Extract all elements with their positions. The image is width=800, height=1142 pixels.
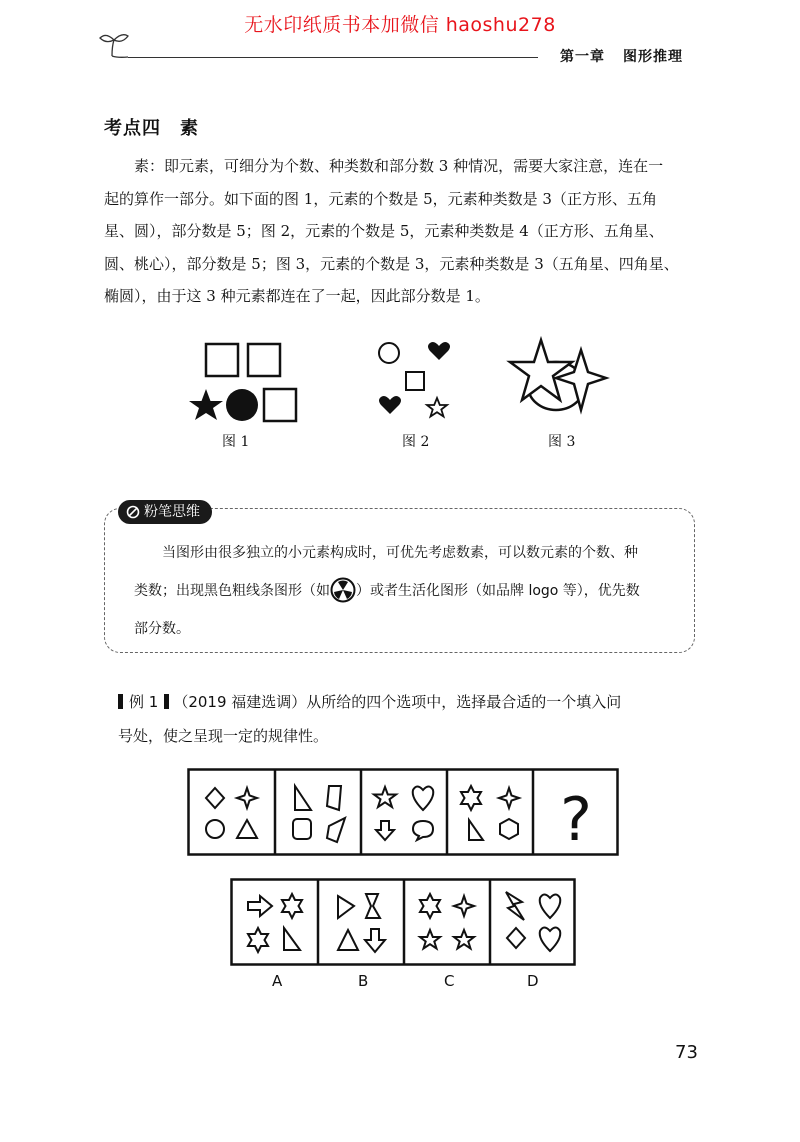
question-panel (187, 768, 619, 856)
label-bar-icon (118, 694, 123, 709)
no-sign-icon (126, 505, 140, 519)
option-c-shapes (420, 894, 474, 949)
question-cell-4 (461, 786, 519, 840)
example-question (118, 685, 698, 753)
tip-tag (118, 500, 212, 524)
tip-line: 部分数。 (134, 621, 190, 637)
watermark: 无水印纸质书本加微信 haoshu278 (244, 14, 556, 36)
option-b-shapes (338, 894, 385, 952)
label-bar-icon (164, 694, 169, 709)
option-label-b[interactable]: B (358, 972, 369, 990)
options-panel (230, 878, 576, 966)
body-line: 圆、桃心），部分数是 5；图 3，元素的个数是 3，元素种类数是 3（五角星、四角星、 (104, 254, 679, 273)
running-header (560, 46, 683, 66)
body-line: 起的算作一部分。如下面的图 1，元素的个数是 5，元素种类数是 3（正方形、五角 (104, 189, 657, 208)
option-label-a[interactable]: A (272, 972, 283, 990)
option-a-shapes (248, 894, 302, 952)
tip-line (134, 572, 679, 610)
sprout-icon (98, 30, 130, 60)
page-number: 73 (675, 1042, 698, 1063)
chapter-title: 图形推理 (623, 49, 683, 65)
trefoil-icon (330, 577, 356, 603)
example-line: 号处，使之呈现一定的规律性。 (118, 727, 329, 745)
figure-2-shapes (372, 338, 462, 424)
body-line: 椭圆），由于这 3 种元素都连在了一起，因此部分数是 1。 (104, 287, 490, 305)
figure-3-caption: 图 3 (548, 434, 576, 450)
option-d-shapes (506, 892, 560, 951)
body-line: 素：即元素，可细分为个数、种类数和部分数 3 种情况，需要大家注意，连在一 (134, 157, 664, 175)
tip-line-part: ）或者生活化图形（如品牌 logo 等），优先数 (356, 583, 640, 599)
question-mark: ? (560, 785, 592, 855)
header-rule (128, 57, 538, 58)
tip-line-part: 类数；出现黑色粗线条图形（如 (134, 583, 330, 599)
example-label: 例 1 (129, 693, 159, 711)
section-title: 考点四 素 (104, 118, 199, 139)
tip-text (134, 534, 679, 648)
option-label-d[interactable]: D (527, 972, 539, 990)
chapter-number: 第一章 (560, 49, 605, 65)
question-cell-3 (374, 787, 433, 841)
body-paragraph (104, 150, 704, 313)
question-cell-1 (206, 788, 257, 838)
example-line: （2019 福建选调）从所给的四个选项中，选择最合适的一个填入问 (173, 693, 622, 711)
figure-1-caption: 图 1 (222, 434, 250, 450)
figure-3-shapes (506, 336, 610, 420)
figure-1-shapes (186, 340, 304, 426)
figure-2-caption: 图 2 (402, 434, 430, 450)
tip-line: 当图形由很多独立的小元素构成时，可优先考虑数素，可以数元素的个数、种 (162, 545, 638, 561)
question-cell-2 (293, 786, 345, 842)
tip-tag-label: 粉笔思维 (144, 504, 200, 520)
body-line: 星、圆），部分数是 5；图 2，元素的个数是 5，元素种类数是 4（正方形、五角星、 (104, 222, 664, 240)
option-label-c[interactable]: C (444, 972, 455, 990)
